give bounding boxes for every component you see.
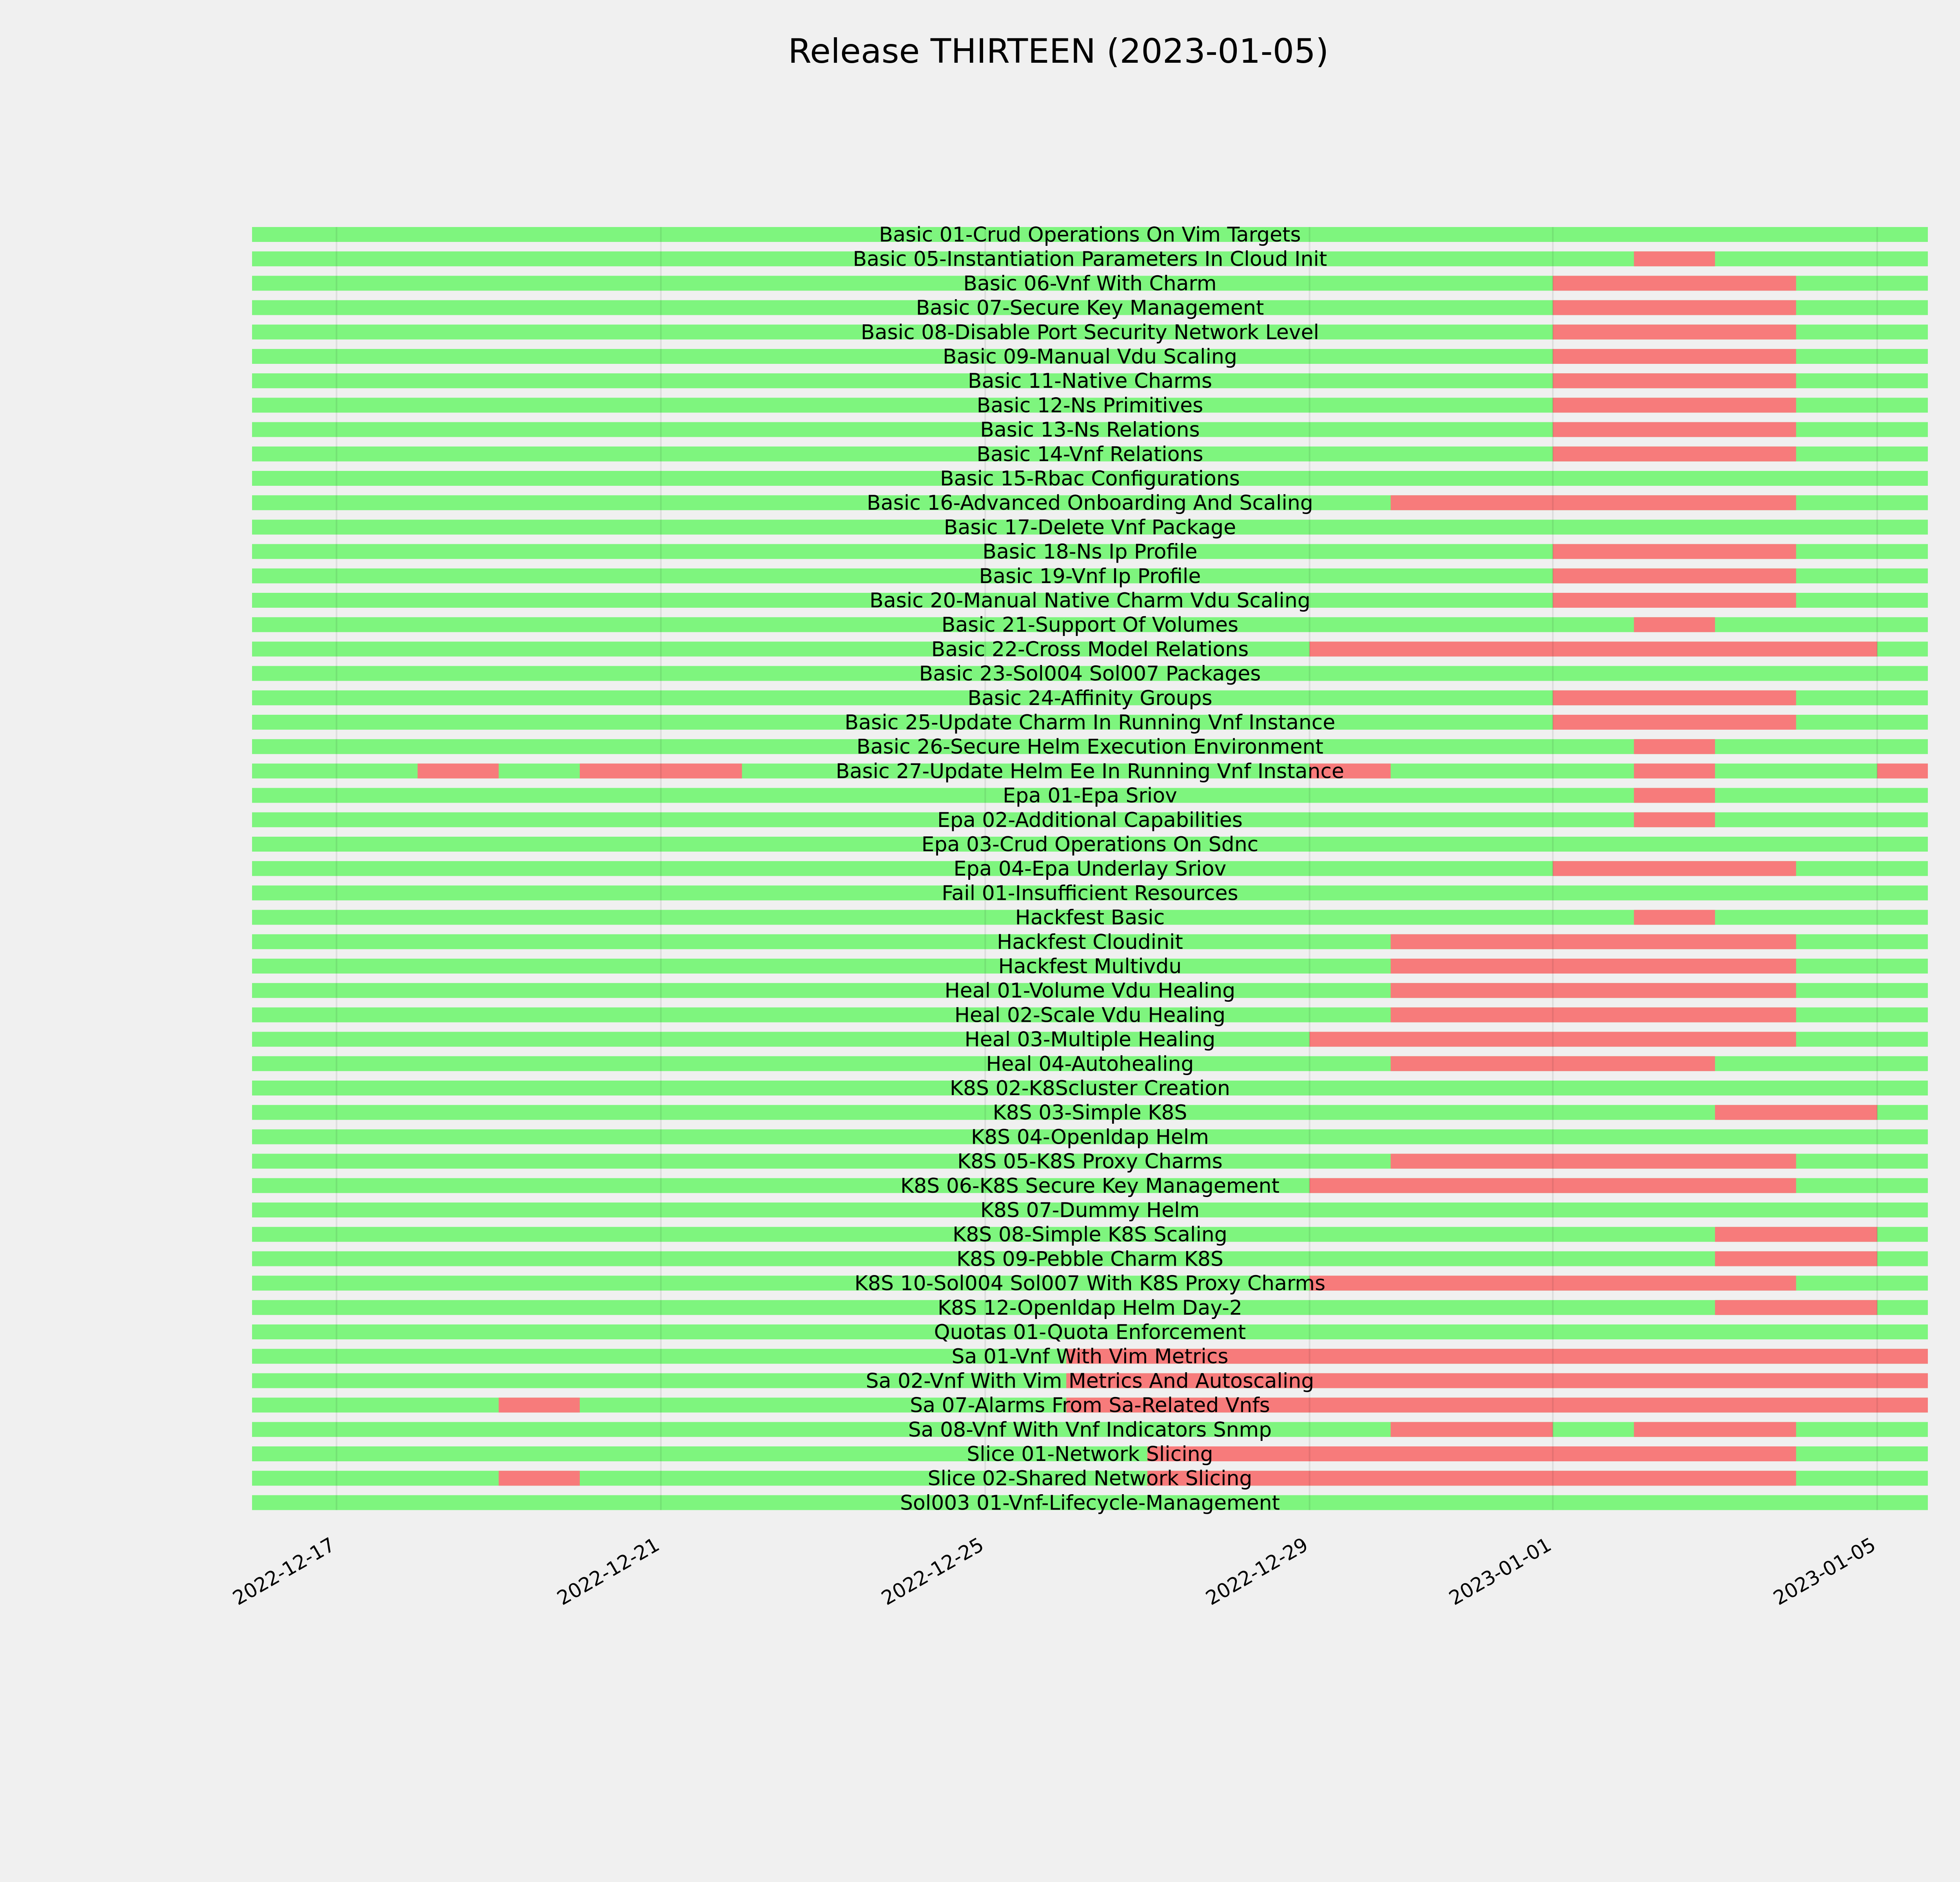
row-label: K8S 10-Sol004 Sol007 With K8S Proxy Charms — [854, 1272, 1326, 1295]
row-label: Basic 24-Affinity Groups — [967, 686, 1212, 710]
row-label: Epa 04-Epa Underlay Sriov — [953, 857, 1227, 881]
row-label: Basic 22-Cross Model Relations — [931, 638, 1249, 661]
row-label: Basic 06-Vnf With Charm — [963, 272, 1217, 296]
row-label: Heal 03-Multiple Healing — [964, 1028, 1216, 1052]
fail-bar — [1391, 495, 1796, 510]
fail-bar — [1553, 861, 1796, 876]
x-tick-label: 2023-01-01 — [1445, 1533, 1555, 1610]
row-label: K8S 04-Openldap Helm — [971, 1125, 1209, 1149]
row-label: Epa 01-Epa Sriov — [1003, 784, 1177, 808]
x-tick-label: 2022-12-25 — [877, 1533, 988, 1610]
fail-bar — [1715, 1251, 1877, 1266]
row-label: K8S 05-K8S Proxy Charms — [957, 1150, 1223, 1174]
row-label: Basic 13-Ns Relations — [980, 418, 1200, 442]
chart-title: Release THIRTEEN (2023-01-05) — [788, 32, 1329, 71]
fail-bar — [1553, 373, 1796, 388]
row-label: Basic 20-Manual Native Charm Vdu Scaling — [869, 589, 1310, 612]
x-tick-label: 2022-12-29 — [1202, 1533, 1312, 1610]
row-label: K8S 08-Simple K8S Scaling — [953, 1223, 1227, 1247]
fail-bar — [1634, 763, 1715, 778]
fail-bar — [1310, 641, 1877, 656]
fail-bar — [1147, 1446, 1796, 1461]
x-tick-label: 2022-12-17 — [229, 1533, 339, 1610]
row-label: Basic 01-Crud Operations On Vim Targets — [879, 223, 1301, 247]
row-label: K8S 07-Dummy Helm — [980, 1199, 1200, 1222]
row-label: Basic 17-Delete Vnf Package — [944, 516, 1236, 540]
row-label: Sa 07-Alarms From Sa-Related Vnfs — [910, 1393, 1270, 1417]
row-label: Sa 08-Vnf With Vnf Indicators Snmp — [908, 1418, 1272, 1442]
row-label: Basic 26-Secure Helm Execution Environment — [857, 735, 1323, 759]
fail-bar — [1715, 1105, 1877, 1120]
row-label: Basic 08-Disable Port Security Network Level — [860, 320, 1319, 344]
row-label: Heal 02-Scale Vdu Healing — [954, 1003, 1226, 1027]
row-label: Basic 11-Native Charms — [967, 369, 1212, 393]
fail-bar — [1877, 763, 1928, 778]
row-label: Heal 04-Autohealing — [986, 1052, 1194, 1076]
row-label: Sa 01-Vnf With Vim Metrics — [951, 1345, 1229, 1369]
fail-bar — [1715, 1227, 1877, 1242]
fail-bar — [1553, 690, 1796, 705]
fail-bar — [1553, 569, 1796, 583]
row-label: Sol003 01-Vnf-Lifecycle-Management — [900, 1491, 1280, 1515]
row-label: K8S 12-Openldap Helm Day-2 — [937, 1296, 1243, 1320]
fail-bar — [1634, 617, 1715, 632]
row-label: Epa 02-Additional Capabilities — [937, 808, 1243, 832]
x-tick-label: 2022-12-21 — [553, 1533, 663, 1610]
fail-bar — [1715, 1300, 1877, 1315]
fail-bar — [1634, 739, 1715, 754]
row-label: Basic 19-Vnf Ip Profile — [979, 564, 1201, 588]
fail-bar — [1634, 788, 1715, 803]
row-label: Basic 25-Update Charm In Running Vnf Instance — [844, 711, 1336, 734]
fail-bar — [1391, 1007, 1796, 1022]
row-label: Basic 07-Secure Key Management — [916, 296, 1264, 320]
row-label: Basic 27-Update Helm Ee In Running Vnf Instance — [835, 759, 1345, 783]
fail-bar — [1634, 812, 1715, 827]
x-tick-label: 2023-01-05 — [1769, 1533, 1880, 1610]
fail-bar — [1553, 398, 1796, 412]
fail-bar — [1553, 276, 1796, 291]
fail-bar — [499, 1471, 580, 1486]
fail-bar — [1634, 1422, 1796, 1437]
row-label: Basic 18-Ns Ip Profile — [982, 540, 1198, 564]
fail-bar — [1391, 1154, 1796, 1169]
row-label: K8S 06-K8S Secure Key Management — [900, 1174, 1280, 1198]
row-label: K8S 02-K8Scluster Creation — [949, 1077, 1230, 1100]
fail-bar — [499, 1398, 580, 1413]
row-label: Basic 21-Support Of Volumes — [941, 613, 1239, 637]
row-label: Sa 02-Vnf With Vim Metrics And Autoscaling — [866, 1369, 1314, 1393]
row-label: Basic 05-Instantiation Parameters In Cloud Init — [853, 247, 1327, 271]
row-label: K8S 09-Pebble Charm K8S — [956, 1247, 1224, 1271]
row-label: Fail 01-Insufficient Resources — [942, 881, 1238, 905]
row-label: Heal 01-Volume Vdu Healing — [944, 979, 1236, 1003]
fail-bar — [1553, 422, 1796, 437]
fail-bar — [1553, 325, 1796, 340]
row-label: Basic 23-Sol004 Sol007 Packages — [919, 662, 1261, 686]
fail-bar — [1553, 715, 1796, 730]
x-axis-ticks — [229, 1533, 1880, 1610]
fail-bar — [1553, 447, 1796, 461]
fail-bar — [1391, 1422, 1553, 1437]
row-label: Hackfest Multivdu — [998, 955, 1182, 978]
row-label: Slice 01-Network Slicing — [967, 1442, 1213, 1466]
fail-bar — [417, 763, 499, 778]
fail-bar — [1634, 251, 1715, 266]
fail-bar — [1553, 300, 1796, 315]
fail-bar — [1391, 959, 1796, 974]
row-label: K8S 03-Simple K8S — [993, 1101, 1187, 1125]
row-label: Basic 12-Ns Primitives — [976, 394, 1203, 418]
row-label: Basic 14-Vnf Relations — [976, 442, 1203, 466]
fail-bar — [1553, 349, 1796, 364]
fail-bar — [1391, 934, 1796, 949]
row-label: Basic 16-Advanced Onboarding And Scaling — [867, 491, 1313, 515]
row-label: Basic 09-Manual Vdu Scaling — [942, 345, 1238, 369]
row-label: Quotas 01-Quota Enforcement — [934, 1321, 1246, 1344]
row-label: Hackfest Basic — [1015, 906, 1165, 930]
row-label: Slice 02-Shared Network Slicing — [927, 1467, 1252, 1491]
fail-bar — [1553, 593, 1796, 608]
fail-bar — [1634, 910, 1715, 925]
fail-bar — [1391, 983, 1796, 998]
row-label: Basic 15-Rbac Configurations — [940, 467, 1240, 490]
fail-bar — [1553, 544, 1796, 559]
row-label: Epa 03-Crud Operations On Sdnc — [921, 833, 1259, 856]
row-label: Hackfest Cloudinit — [997, 930, 1183, 954]
